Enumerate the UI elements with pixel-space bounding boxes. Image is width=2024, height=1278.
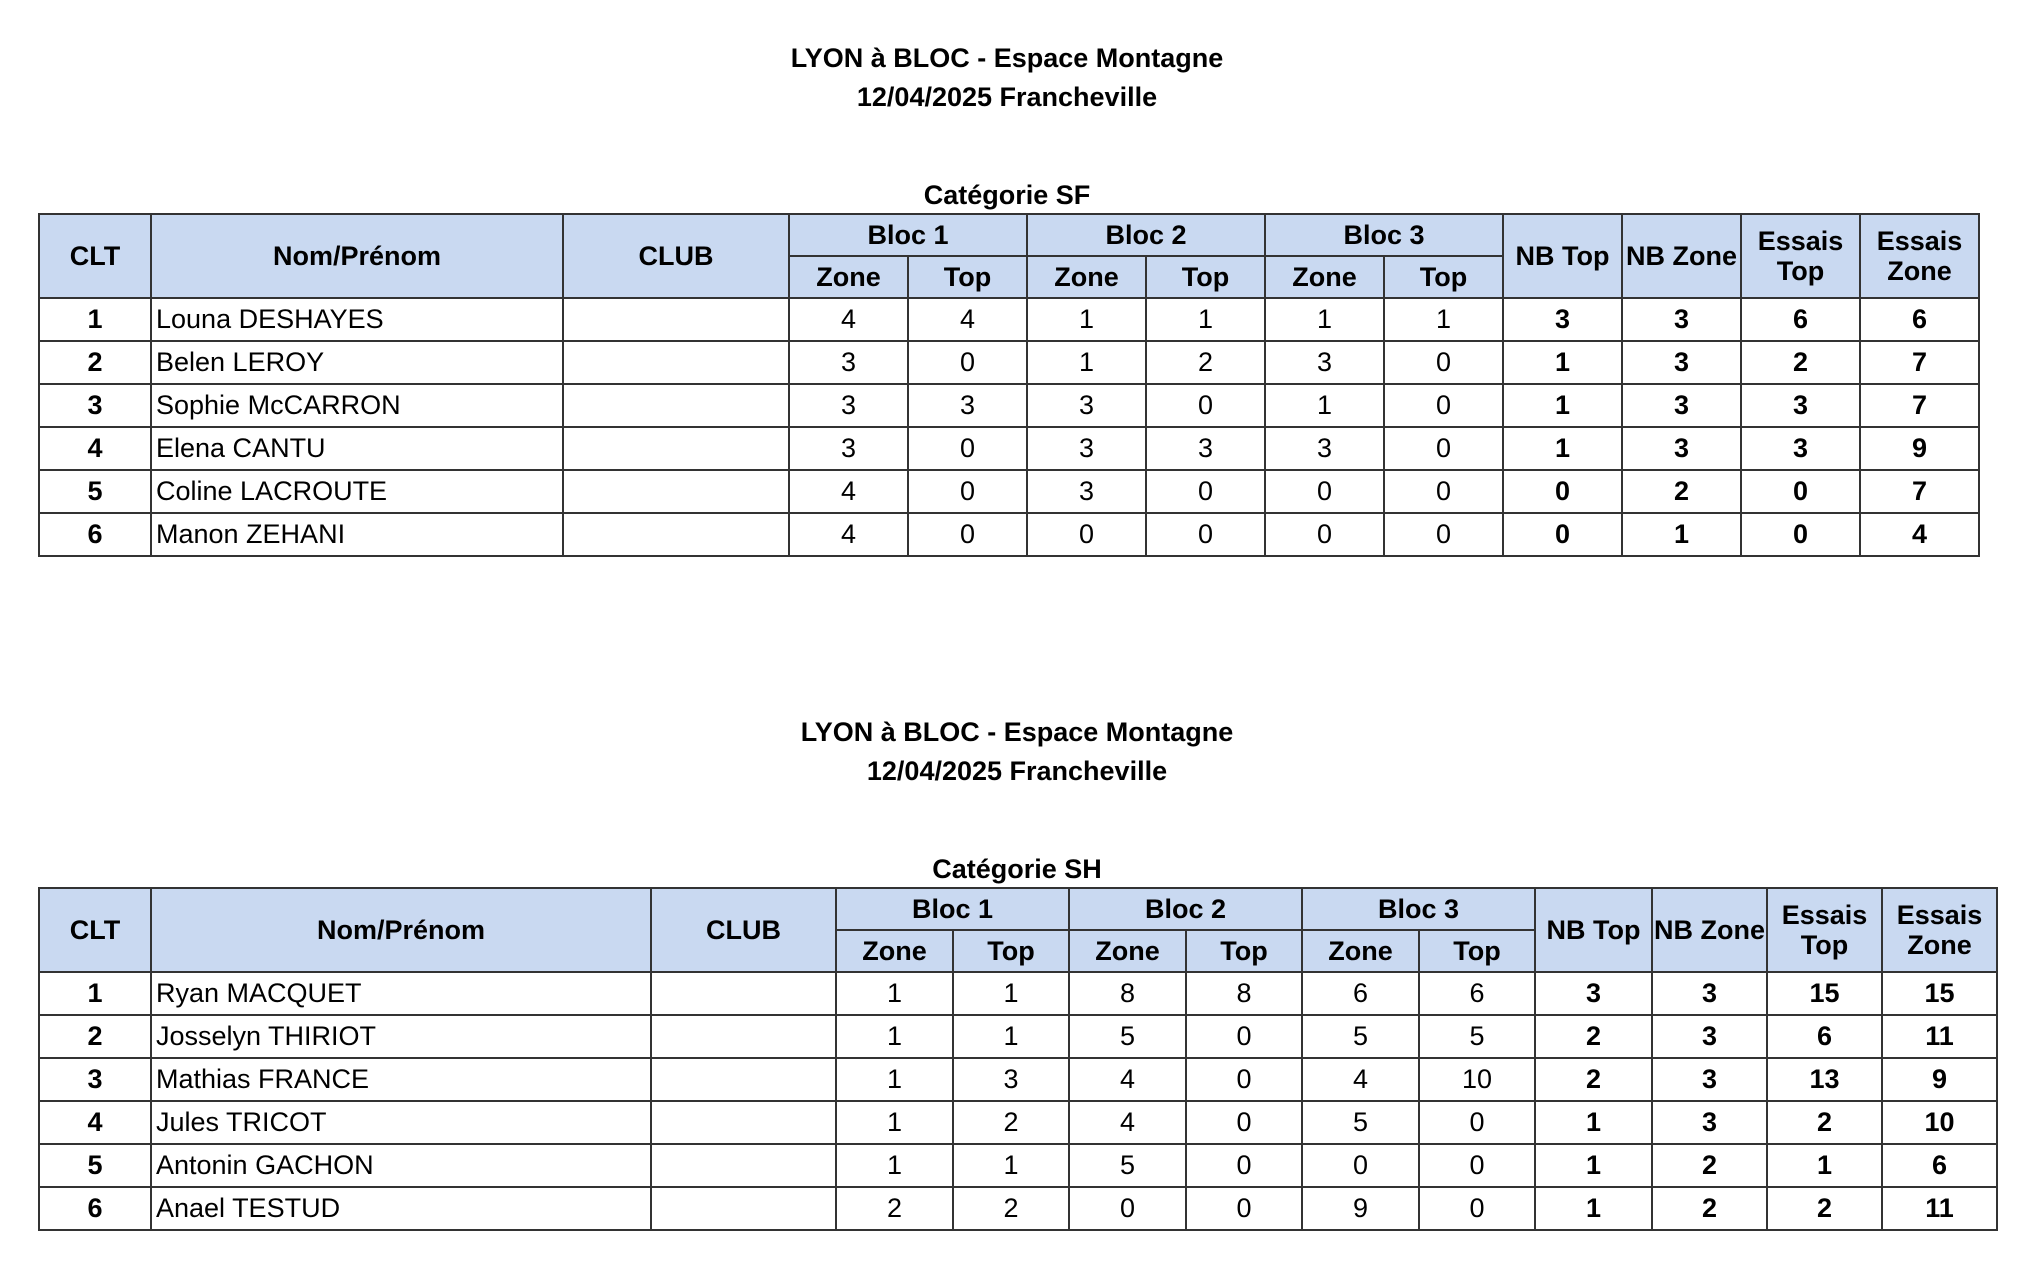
club-cell: [651, 1101, 836, 1144]
essais-top-cell: 1: [1767, 1144, 1882, 1187]
club-cell: [651, 1058, 836, 1101]
bloc-2-top-cell: 0: [1186, 1144, 1302, 1187]
bloc-3-zone-cell: 1: [1265, 298, 1384, 341]
rank-cell: 4: [39, 1101, 151, 1144]
bloc-2-zone-cell: 5: [1069, 1015, 1186, 1058]
event-title: LYON à BLOC - Espace Montagne: [790, 43, 1224, 73]
rank-cell: 3: [39, 384, 151, 427]
athlete-name-cell: Ryan MACQUET: [151, 972, 651, 1015]
col-header-bloc-1-top: Top: [908, 256, 1027, 298]
athlete-name-cell: Elena CANTU: [151, 427, 563, 470]
bloc-1-top-cell: 3: [908, 384, 1027, 427]
athlete-name-cell: Antonin GACHON: [151, 1144, 651, 1187]
rank-cell: 1: [39, 298, 151, 341]
table-row: [39, 298, 1979, 341]
bloc-3-top-cell: 0: [1419, 1144, 1535, 1187]
club-cell: [563, 298, 789, 341]
athlete-name-cell: Sophie McCARRON: [151, 384, 563, 427]
results-section-sf: [38, 39, 1976, 557]
col-header-rank: CLT: [39, 214, 151, 298]
essais-top-cell: 3: [1741, 427, 1860, 470]
athlete-name-cell: Mathias FRANCE: [151, 1058, 651, 1101]
bloc-1-zone-cell: 4: [789, 513, 908, 556]
bloc-2-top-cell: 0: [1146, 513, 1265, 556]
essais-top-cell: 6: [1741, 298, 1860, 341]
bloc-3-zone-cell: 0: [1265, 470, 1384, 513]
table-row: [39, 427, 1979, 470]
table-header: [39, 888, 1997, 972]
nb-zone-cell: 3: [1622, 384, 1741, 427]
table-row: [39, 470, 1979, 513]
col-header-bloc-2-zone: Zone: [1069, 930, 1186, 972]
bloc-3-top-cell: 0: [1384, 427, 1503, 470]
essais-top-cell: 2: [1741, 341, 1860, 384]
rank-cell: 4: [39, 427, 151, 470]
col-header-bloc-1-top: Top: [953, 930, 1069, 972]
col-header-nb-top: NB Top: [1503, 214, 1622, 298]
table-row: [39, 341, 1979, 384]
essais-zone-cell: 9: [1882, 1058, 1997, 1101]
essais-zone-cell: 10: [1882, 1101, 1997, 1144]
bloc-1-top-cell: 0: [908, 513, 1027, 556]
bloc-3-top-cell: 0: [1384, 513, 1503, 556]
club-cell: [563, 341, 789, 384]
col-header-bloc-3: Bloc 3: [1302, 888, 1535, 930]
club-cell: [563, 470, 789, 513]
essais-zone-cell: 7: [1860, 384, 1979, 427]
bloc-3-zone-cell: 0: [1302, 1144, 1419, 1187]
results-table: [38, 887, 1998, 1231]
bloc-1-zone-cell: 4: [789, 470, 908, 513]
bloc-1-zone-cell: 1: [836, 972, 953, 1015]
bloc-3-zone-cell: 9: [1302, 1187, 1419, 1230]
essais-top-cell: 15: [1767, 972, 1882, 1015]
bloc-3-zone-cell: 1: [1265, 384, 1384, 427]
col-header-bloc-2-zone: Zone: [1027, 256, 1146, 298]
col-header-essais-top: Essais Top: [1741, 214, 1860, 298]
nb-top-cell: 1: [1503, 384, 1622, 427]
col-header-bloc-1-zone: Zone: [836, 930, 953, 972]
club-cell: [563, 427, 789, 470]
nb-zone-cell: 2: [1652, 1187, 1767, 1230]
bloc-2-top-cell: 2: [1146, 341, 1265, 384]
bloc-1-zone-cell: 1: [836, 1101, 953, 1144]
nb-top-cell: 1: [1535, 1144, 1652, 1187]
bloc-1-top-cell: 1: [953, 1015, 1069, 1058]
table-row: [39, 1187, 1997, 1230]
bloc-2-top-cell: 8: [1186, 972, 1302, 1015]
nb-zone-cell: 3: [1652, 1058, 1767, 1101]
rank-cell: 3: [39, 1058, 151, 1101]
athlete-name-cell: Josselyn THIRIOT: [151, 1015, 651, 1058]
col-header-nb-zone: NB Zone: [1622, 214, 1741, 298]
bloc-2-zone-cell: 4: [1069, 1101, 1186, 1144]
bloc-1-top-cell: 4: [908, 298, 1027, 341]
bloc-2-top-cell: 0: [1186, 1058, 1302, 1101]
bloc-1-zone-cell: 3: [789, 384, 908, 427]
rank-cell: 6: [39, 1187, 151, 1230]
essais-top-cell: 13: [1767, 1058, 1882, 1101]
essais-zone-cell: 15: [1882, 972, 1997, 1015]
event-header: [38, 713, 1996, 791]
col-header-bloc-2-top: Top: [1186, 930, 1302, 972]
nb-top-cell: 0: [1503, 470, 1622, 513]
bloc-2-zone-cell: 0: [1027, 513, 1146, 556]
bloc-2-top-cell: 0: [1186, 1015, 1302, 1058]
essais-zone-cell: 9: [1860, 427, 1979, 470]
bloc-2-top-cell: 0: [1186, 1187, 1302, 1230]
col-header-essais-zone: Essais Zone: [1882, 888, 1997, 972]
category-title: Catégorie SH: [932, 854, 1102, 884]
rank-cell: 5: [39, 470, 151, 513]
bloc-1-top-cell: 2: [953, 1187, 1069, 1230]
nb-zone-cell: 3: [1652, 1015, 1767, 1058]
bloc-3-zone-cell: 3: [1265, 341, 1384, 384]
bloc-1-top-cell: 2: [953, 1101, 1069, 1144]
bloc-1-zone-cell: 3: [789, 427, 908, 470]
bloc-2-zone-cell: 3: [1027, 427, 1146, 470]
nb-zone-cell: 2: [1622, 470, 1741, 513]
athlete-name-cell: Louna DESHAYES: [151, 298, 563, 341]
nb-top-cell: 1: [1503, 341, 1622, 384]
essais-zone-cell: 7: [1860, 470, 1979, 513]
table-body: [39, 298, 1979, 556]
col-header-bloc-1: Bloc 1: [836, 888, 1069, 930]
essais-top-cell: 3: [1741, 384, 1860, 427]
results-table: [38, 213, 1980, 557]
nb-zone-cell: 1: [1622, 513, 1741, 556]
nb-top-cell: 1: [1503, 427, 1622, 470]
bloc-1-top-cell: 0: [908, 470, 1027, 513]
bloc-1-zone-cell: 1: [836, 1058, 953, 1101]
bloc-3-zone-cell: 5: [1302, 1015, 1419, 1058]
bloc-2-top-cell: 1: [1146, 298, 1265, 341]
rank-cell: 5: [39, 1144, 151, 1187]
nb-zone-cell: 3: [1622, 341, 1741, 384]
bloc-2-zone-cell: 1: [1027, 341, 1146, 384]
essais-zone-cell: 6: [1882, 1144, 1997, 1187]
essais-top-cell: 2: [1767, 1101, 1882, 1144]
rank-cell: 2: [39, 341, 151, 384]
col-header-bloc-3-top: Top: [1419, 930, 1535, 972]
bloc-3-zone-cell: 5: [1302, 1101, 1419, 1144]
nb-top-cell: 3: [1503, 298, 1622, 341]
bloc-1-zone-cell: 4: [789, 298, 908, 341]
club-cell: [563, 384, 789, 427]
bloc-1-zone-cell: 1: [836, 1144, 953, 1187]
bloc-3-top-cell: 0: [1419, 1101, 1535, 1144]
club-cell: [651, 1015, 836, 1058]
table-row: [39, 1101, 1997, 1144]
table-row: [39, 1015, 1997, 1058]
col-header-bloc-3-zone: Zone: [1265, 256, 1384, 298]
col-header-essais-zone: Essais Zone: [1860, 214, 1979, 298]
athlete-name-cell: Belen LEROY: [151, 341, 563, 384]
col-header-bloc-2-top: Top: [1146, 256, 1265, 298]
athlete-name-cell: Manon ZEHANI: [151, 513, 563, 556]
nb-zone-cell: 3: [1652, 972, 1767, 1015]
col-header-club: CLUB: [563, 214, 789, 298]
table-row: [39, 972, 1997, 1015]
table-row: [39, 384, 1979, 427]
essais-top-cell: 2: [1767, 1187, 1882, 1230]
essais-zone-cell: 4: [1860, 513, 1979, 556]
col-header-name: Nom/Prénom: [151, 888, 651, 972]
event-title: LYON à BLOC - Espace Montagne: [800, 717, 1234, 747]
rank-cell: 2: [39, 1015, 151, 1058]
table-row: [39, 513, 1979, 556]
bloc-3-top-cell: 10: [1419, 1058, 1535, 1101]
athlete-name-cell: Jules TRICOT: [151, 1101, 651, 1144]
bloc-2-top-cell: 0: [1186, 1101, 1302, 1144]
nb-zone-cell: 3: [1622, 427, 1741, 470]
bloc-2-top-cell: 3: [1146, 427, 1265, 470]
bloc-2-zone-cell: 5: [1069, 1144, 1186, 1187]
col-header-bloc-3-zone: Zone: [1302, 930, 1419, 972]
bloc-1-top-cell: 0: [908, 341, 1027, 384]
essais-top-cell: 6: [1767, 1015, 1882, 1058]
essais-zone-cell: 6: [1860, 298, 1979, 341]
bloc-2-top-cell: 0: [1146, 470, 1265, 513]
event-date-location: 12/04/2025 Francheville: [866, 756, 1168, 786]
athlete-name-cell: Anael TESTUD: [151, 1187, 651, 1230]
nb-top-cell: 2: [1535, 1015, 1652, 1058]
bloc-3-top-cell: 0: [1384, 384, 1503, 427]
col-header-nb-zone: NB Zone: [1652, 888, 1767, 972]
bloc-2-zone-cell: 3: [1027, 470, 1146, 513]
table-header: [39, 214, 1979, 298]
nb-zone-cell: 2: [1652, 1144, 1767, 1187]
category-title: Catégorie SF: [923, 180, 1091, 210]
nb-zone-cell: 3: [1622, 298, 1741, 341]
results-section-sh: [38, 713, 1996, 1231]
bloc-2-zone-cell: 4: [1069, 1058, 1186, 1101]
col-header-bloc-1-zone: Zone: [789, 256, 908, 298]
nb-top-cell: 1: [1535, 1101, 1652, 1144]
bloc-1-top-cell: 1: [953, 972, 1069, 1015]
bloc-3-top-cell: 5: [1419, 1015, 1535, 1058]
essais-top-cell: 0: [1741, 513, 1860, 556]
bloc-3-top-cell: 0: [1419, 1187, 1535, 1230]
essais-top-cell: 0: [1741, 470, 1860, 513]
athlete-name-cell: Coline LACROUTE: [151, 470, 563, 513]
bloc-3-top-cell: 6: [1419, 972, 1535, 1015]
bloc-2-zone-cell: 1: [1027, 298, 1146, 341]
nb-top-cell: 2: [1535, 1058, 1652, 1101]
rank-cell: 6: [39, 513, 151, 556]
bloc-3-top-cell: 0: [1384, 470, 1503, 513]
club-cell: [651, 972, 836, 1015]
col-header-bloc-2: Bloc 2: [1069, 888, 1302, 930]
rank-cell: 1: [39, 972, 151, 1015]
bloc-1-top-cell: 1: [953, 1144, 1069, 1187]
nb-top-cell: 1: [1535, 1187, 1652, 1230]
col-header-essais-top: Essais Top: [1767, 888, 1882, 972]
col-header-rank: CLT: [39, 888, 151, 972]
bloc-3-zone-cell: 4: [1302, 1058, 1419, 1101]
club-cell: [563, 513, 789, 556]
bloc-2-zone-cell: 8: [1069, 972, 1186, 1015]
table-row: [39, 1058, 1997, 1101]
bloc-3-zone-cell: 0: [1265, 513, 1384, 556]
table-row: [39, 1144, 1997, 1187]
col-header-club: CLUB: [651, 888, 836, 972]
bloc-1-zone-cell: 1: [836, 1015, 953, 1058]
table-body: [39, 972, 1997, 1230]
nb-zone-cell: 3: [1652, 1101, 1767, 1144]
col-header-bloc-3: Bloc 3: [1265, 214, 1503, 256]
col-header-nb-top: NB Top: [1535, 888, 1652, 972]
bloc-1-zone-cell: 3: [789, 341, 908, 384]
bloc-1-zone-cell: 2: [836, 1187, 953, 1230]
club-cell: [651, 1144, 836, 1187]
nb-top-cell: 3: [1535, 972, 1652, 1015]
nb-top-cell: 0: [1503, 513, 1622, 556]
bloc-2-zone-cell: 0: [1069, 1187, 1186, 1230]
bloc-2-top-cell: 0: [1146, 384, 1265, 427]
col-header-name: Nom/Prénom: [151, 214, 563, 298]
col-header-bloc-3-top: Top: [1384, 256, 1503, 298]
bloc-3-zone-cell: 6: [1302, 972, 1419, 1015]
bloc-2-zone-cell: 3: [1027, 384, 1146, 427]
bloc-3-top-cell: 0: [1384, 341, 1503, 384]
essais-zone-cell: 11: [1882, 1187, 1997, 1230]
essais-zone-cell: 7: [1860, 341, 1979, 384]
bloc-1-top-cell: 3: [953, 1058, 1069, 1101]
col-header-bloc-2: Bloc 2: [1027, 214, 1265, 256]
bloc-1-top-cell: 0: [908, 427, 1027, 470]
event-header: [38, 39, 1976, 117]
bloc-3-zone-cell: 3: [1265, 427, 1384, 470]
event-date-location: 12/04/2025 Francheville: [856, 82, 1158, 112]
bloc-3-top-cell: 1: [1384, 298, 1503, 341]
col-header-bloc-1: Bloc 1: [789, 214, 1027, 256]
club-cell: [651, 1187, 836, 1230]
essais-zone-cell: 11: [1882, 1015, 1997, 1058]
